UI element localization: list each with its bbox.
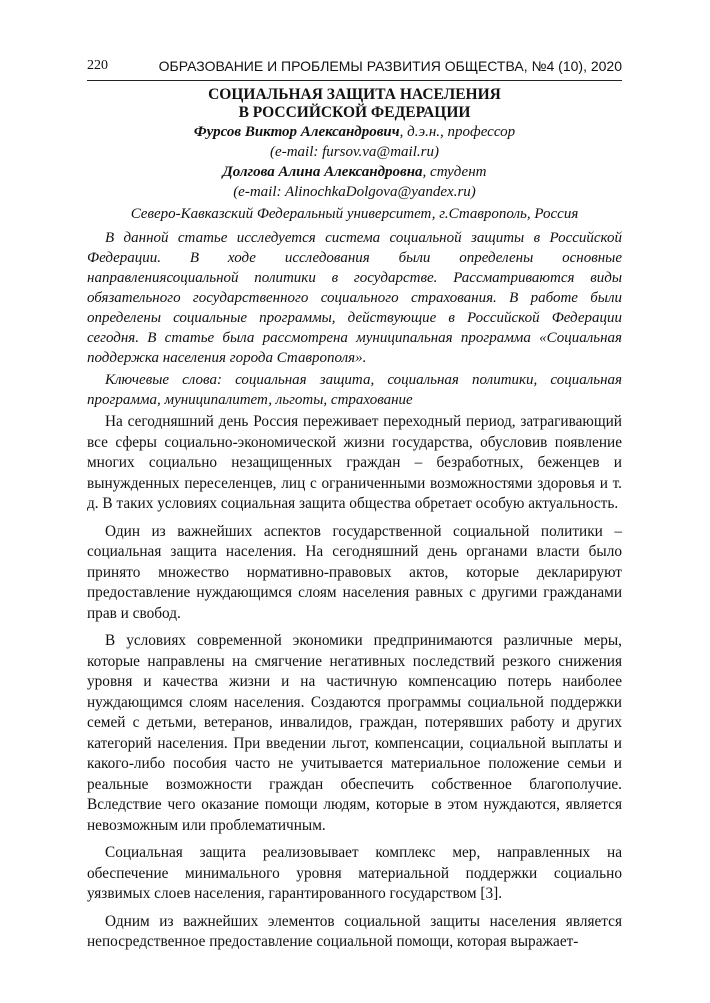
author-1 (87, 122, 622, 142)
journal-title: ОБРАЗОВАНИЕ И ПРОБЛЕМЫ РАЗВИТИЯ ОБЩЕСТВА, №4 (10), 2020 (158, 58, 622, 74)
article-title-line-1: СОЦИАЛЬНАЯ ЗАЩИТА НАСЕЛЕНИЯ (208, 86, 501, 103)
article-title-line-2: В РОССИЙСКОЙ ФЕДЕРАЦИИ (238, 104, 471, 121)
article-body (87, 412, 622, 960)
author-1-email: (e-mail: fursov.va@mail.ru) (270, 144, 439, 160)
keywords: Ключевые слова: социальная защита, социальная политики, социальная программа, муниципалитет, льготы, страхование (87, 372, 622, 408)
page-number: 220 (87, 58, 108, 73)
abstract (87, 228, 622, 410)
author-2-role: , студент (422, 164, 487, 180)
running-header (87, 58, 622, 81)
body-paragraph: Одним из важнейших элементов социальной защиты населения является непосредственное предоставление социальной помощи, которая выражает- (87, 912, 622, 950)
body-paragraph: На сегодняшний день Россия переживает переходный период, затрагивающий все сферы социально-экономической жизни государства, обусловив появление многих социально незащищенных граждан – безработных, беженцев и вынужденных переселенцев, лиц с ограниченными возможностями здоровья и т. д. В таких условиях социальная защита общества обретает особую актуальность. (87, 413, 622, 512)
affiliation: Северо-Кавказский Федеральный университет, г.Ставрополь, Россия (130, 206, 579, 222)
body-paragraph: Социальная защита реализовывает комплекс мер, направленных на обеспечение минимального уровня материальной поддержки социально уязвимых слоев населения, гарантированного государством [3]. (87, 844, 622, 902)
article-title-block (87, 86, 622, 224)
author-2-name: Долгова Алина Александровна (222, 164, 423, 180)
body-paragraph: Один из важнейших аспектов государственной социальной политики – социальная защита населения. На сегодняшний день органами власти было принято множество нормативно-правовых актов, которые декларируют предоставление нуждающимся слоям населения равных с другими гражданами прав и свобод. (87, 522, 622, 622)
author-1-role: , д.э.н., профессор (399, 124, 516, 140)
author-1-name: Фурсов Виктор Александрович (193, 124, 400, 140)
body-paragraph: В условиях современной экономики предпринимаются различные меры, которые направлены на смягчение негативных последствий резкого снижения уровня и качества жизни и на частичную компенсацию потерь наиболее нуждающимся слоям населения. Создаются программы социальной поддержки семей с детьми, ветеранов, инвалидов, граждан, потерявших работу и других категорий населения. При введении льгот, компенсации, социальной выплаты и какого-либо пособия часто не учитывается материальное положение семьи и реальные возможности граждан обеспечить собственное благополучие. Вследствие чего оказание помощи людям, которые в этом нуждаются, является невозможным или проблематичным. (87, 632, 622, 834)
abstract-text: В данной статье исследуется система социальной защиты в Российской Федерации. В ходе исследования были определены основные направлениясоциальной политики в государстве. Рассматриваются виды обязательного государственного социального страхования. В работе были определены социальные программы, действующие в Российской Федерации сегодня. В статье была рассмотрена муниципальная программа «Социальная поддержка населения города Ставрополя». (87, 230, 622, 366)
author-2 (87, 162, 622, 182)
author-2-email: (e-mail: AlinochkaDolgova@yandex.ru) (233, 184, 476, 200)
